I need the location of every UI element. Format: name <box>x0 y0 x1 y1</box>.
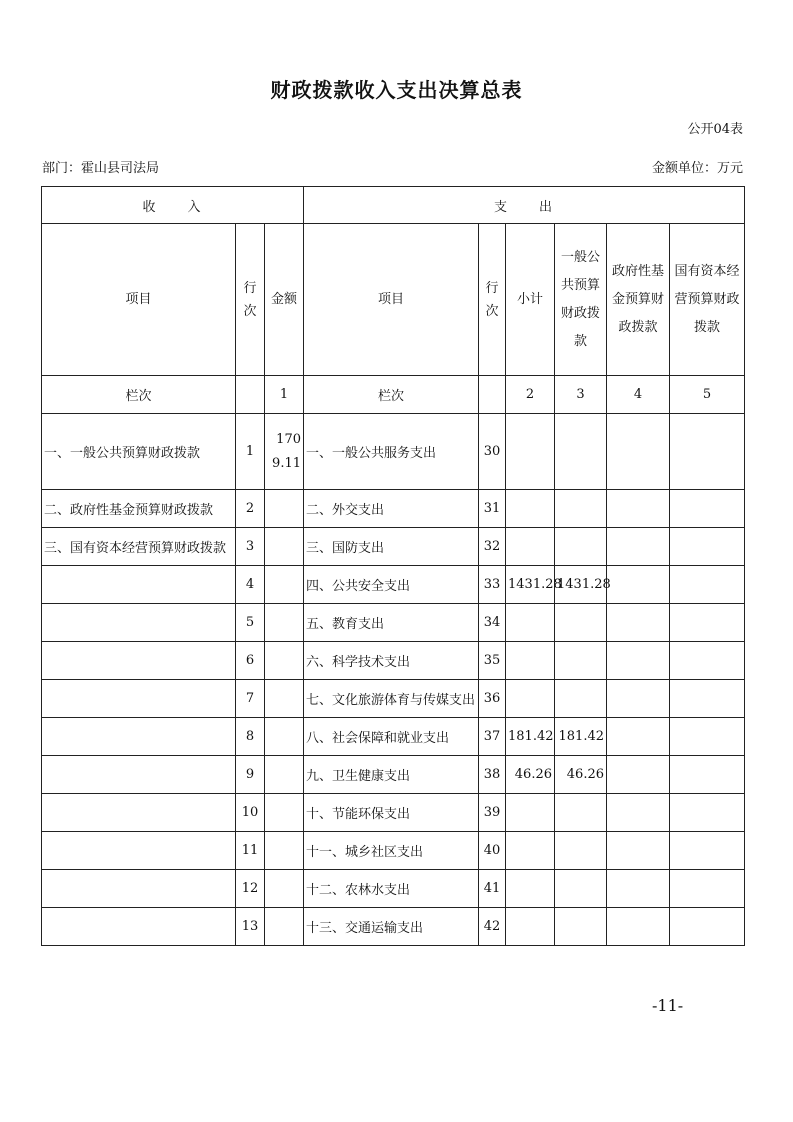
income-amount-cell <box>265 490 304 528</box>
fund-budget-cell <box>607 566 670 604</box>
income-item-cell <box>42 756 236 794</box>
index-general: 3 <box>555 376 607 414</box>
table-row <box>42 680 745 718</box>
income-line-cell: 11 <box>236 832 265 870</box>
income-item-cell <box>42 794 236 832</box>
income-line-cell: 6 <box>236 642 265 680</box>
expense-item-cell: 十三、交通运输支出 <box>304 908 479 946</box>
state-capital-budget-header: 国有资本经 营预算财政 拨款 <box>670 224 745 376</box>
fund-budget-cell <box>607 642 670 680</box>
expense-item-cell: 四、公共安全支出 <box>304 566 479 604</box>
expense-item-cell: 十一、城乡社区支出 <box>304 832 479 870</box>
general-budget-cell <box>555 794 607 832</box>
income-item-cell: 三、国有资本经营预算财政拨款 <box>42 528 236 566</box>
fund-budget-cell <box>607 794 670 832</box>
income-line-cell: 7 <box>236 680 265 718</box>
state-capital-cell <box>670 794 745 832</box>
state-capital-cell <box>670 414 745 490</box>
table-row <box>42 908 745 946</box>
income-amount-value: 1709.11 <box>272 431 301 471</box>
income-line-cell: 10 <box>236 794 265 832</box>
subtotal-cell <box>506 642 555 680</box>
table-row <box>42 642 745 680</box>
state-capital-cell <box>670 604 745 642</box>
income-line-cell: 5 <box>236 604 265 642</box>
table-row <box>42 490 745 528</box>
table-row <box>42 756 745 794</box>
state-capital-cell <box>670 718 745 756</box>
amount-unit-label: 金额单位：万元 <box>651 161 743 176</box>
general-budget-cell <box>555 908 607 946</box>
income-item-cell <box>42 718 236 756</box>
general-budget-cell <box>555 414 607 490</box>
income-item-header: 项目 <box>42 224 236 376</box>
general-budget-cell: 181.42 <box>555 718 607 756</box>
general-budget-cell <box>555 680 607 718</box>
income-item-cell <box>42 870 236 908</box>
expense-item-cell: 十、节能环保支出 <box>304 794 479 832</box>
index-income-amount: 1 <box>265 376 304 414</box>
general-budget-cell <box>555 490 607 528</box>
income-line-cell: 1 <box>236 414 265 490</box>
income-amount-cell <box>265 414 304 490</box>
expense-item-cell: 六、科学技术支出 <box>304 642 479 680</box>
expense-item-cell: 二、外交支出 <box>304 490 479 528</box>
income-amount-cell <box>265 718 304 756</box>
index-row <box>42 376 745 414</box>
department-label: 部门：霍山县司法局 <box>42 161 160 176</box>
table-row <box>42 794 745 832</box>
income-item-cell: 二、政府性基金预算财政拨款 <box>42 490 236 528</box>
fund-budget-cell <box>607 756 670 794</box>
fund-budget-cell <box>607 490 670 528</box>
index-expense-label: 栏次 <box>304 376 479 414</box>
expense-item-cell: 八、社会保障和就业支出 <box>304 718 479 756</box>
expense-line-cell: 41 <box>479 870 506 908</box>
state-capital-cell <box>670 680 745 718</box>
expense-item-cell: 十二、农林水支出 <box>304 870 479 908</box>
income-amount-cell <box>265 756 304 794</box>
index-income-line <box>236 376 265 414</box>
subtotal-cell <box>506 680 555 718</box>
expense-line-header: 行 次 <box>479 224 506 376</box>
general-budget-cell: 46.26 <box>555 756 607 794</box>
page-title: 财政拨款收入支出决算总表 <box>270 78 523 102</box>
income-item-cell <box>42 566 236 604</box>
general-budget-cell <box>555 528 607 566</box>
income-item-cell: 一、一般公共预算财政拨款 <box>42 414 236 490</box>
subtotal-cell <box>506 414 555 490</box>
income-amount-cell <box>265 908 304 946</box>
fund-budget-cell <box>607 414 670 490</box>
expense-item-cell: 九、卫生健康支出 <box>304 756 479 794</box>
income-amount-cell <box>265 566 304 604</box>
general-budget-cell <box>555 604 607 642</box>
form-number: 公开04表 <box>687 122 743 137</box>
expense-line-cell: 38 <box>479 756 506 794</box>
subtotal-cell: 46.26 <box>506 756 555 794</box>
expense-item-cell: 五、教育支出 <box>304 604 479 642</box>
subtotal-cell <box>506 490 555 528</box>
general-budget-header: 一般公 共预算 财政拨 款 <box>555 224 607 376</box>
index-income-label: 栏次 <box>42 376 236 414</box>
expense-line-cell: 40 <box>479 832 506 870</box>
income-item-cell <box>42 604 236 642</box>
subtotal-cell <box>506 528 555 566</box>
subtotal-cell <box>506 908 555 946</box>
expense-line-cell: 34 <box>479 604 506 642</box>
subtotal-cell: 1431.28 <box>506 566 555 604</box>
general-budget-cell <box>555 832 607 870</box>
expense-line-cell: 36 <box>479 680 506 718</box>
income-item-cell <box>42 642 236 680</box>
subtotal-cell: 181.42 <box>506 718 555 756</box>
income-line-header: 行次 <box>236 224 265 376</box>
fund-budget-cell <box>607 718 670 756</box>
state-capital-cell <box>670 756 745 794</box>
state-capital-cell <box>670 642 745 680</box>
expense-item-header: 项目 <box>304 224 479 376</box>
state-capital-cell <box>670 870 745 908</box>
fund-budget-cell <box>607 870 670 908</box>
general-budget-cell <box>555 870 607 908</box>
income-amount-cell <box>265 832 304 870</box>
income-amount-cell <box>265 870 304 908</box>
table-row <box>42 870 745 908</box>
state-capital-cell <box>670 528 745 566</box>
subtotal-cell <box>506 870 555 908</box>
expense-line-cell: 35 <box>479 642 506 680</box>
income-amount-header: 金额 <box>265 224 304 376</box>
income-line-cell: 2 <box>236 490 265 528</box>
income-amount-cell <box>265 680 304 718</box>
table-row <box>42 604 745 642</box>
income-line-cell: 13 <box>236 908 265 946</box>
expense-line-cell: 42 <box>479 908 506 946</box>
subtotal-cell <box>506 604 555 642</box>
subtotal-cell <box>506 832 555 870</box>
table-row <box>42 566 745 604</box>
income-line-cell: 9 <box>236 756 265 794</box>
income-amount-cell <box>265 528 304 566</box>
expense-item-cell: 一、一般公共服务支出 <box>304 414 479 490</box>
state-capital-cell <box>670 832 745 870</box>
subtotal-header: 小计 <box>506 224 555 376</box>
fund-budget-header: 政府性基 金预算财 政拨款 <box>607 224 670 376</box>
budget-summary-table <box>41 186 745 946</box>
expense-line-cell: 31 <box>479 490 506 528</box>
expense-line-cell: 30 <box>479 414 506 490</box>
table-row <box>42 528 745 566</box>
expense-line-cell: 39 <box>479 794 506 832</box>
expense-line-cell: 37 <box>479 718 506 756</box>
general-budget-cell: 1431.28 <box>555 566 607 604</box>
column-header-row <box>42 224 745 376</box>
income-section-header: 收 入 <box>42 187 304 224</box>
fund-budget-cell <box>607 908 670 946</box>
state-capital-cell <box>670 908 745 946</box>
fund-budget-cell <box>607 528 670 566</box>
expense-item-cell: 三、国防支出 <box>304 528 479 566</box>
income-line-cell: 12 <box>236 870 265 908</box>
income-item-cell <box>42 908 236 946</box>
income-item-cell <box>42 680 236 718</box>
expense-section-header: 支 出 <box>304 187 745 224</box>
state-capital-cell <box>670 566 745 604</box>
expense-line-cell: 33 <box>479 566 506 604</box>
income-item-cell <box>42 832 236 870</box>
index-subtotal: 2 <box>506 376 555 414</box>
income-amount-cell <box>265 794 304 832</box>
table-row <box>42 718 745 756</box>
income-amount-cell <box>265 604 304 642</box>
index-state: 5 <box>670 376 745 414</box>
table-row <box>42 414 745 490</box>
page-number: -11- <box>652 996 684 1015</box>
fund-budget-cell <box>607 604 670 642</box>
income-line-cell: 8 <box>236 718 265 756</box>
section-header-row <box>42 187 745 224</box>
income-amount-cell <box>265 642 304 680</box>
table-row <box>42 832 745 870</box>
fund-budget-cell <box>607 832 670 870</box>
general-budget-cell <box>555 642 607 680</box>
expense-item-cell: 七、文化旅游体育与传媒支出 <box>304 680 479 718</box>
index-fund: 4 <box>607 376 670 414</box>
income-line-cell: 3 <box>236 528 265 566</box>
expense-line-cell: 32 <box>479 528 506 566</box>
subtotal-cell <box>506 794 555 832</box>
state-capital-cell <box>670 490 745 528</box>
index-expense-line <box>479 376 506 414</box>
income-line-cell: 4 <box>236 566 265 604</box>
fund-budget-cell <box>607 680 670 718</box>
